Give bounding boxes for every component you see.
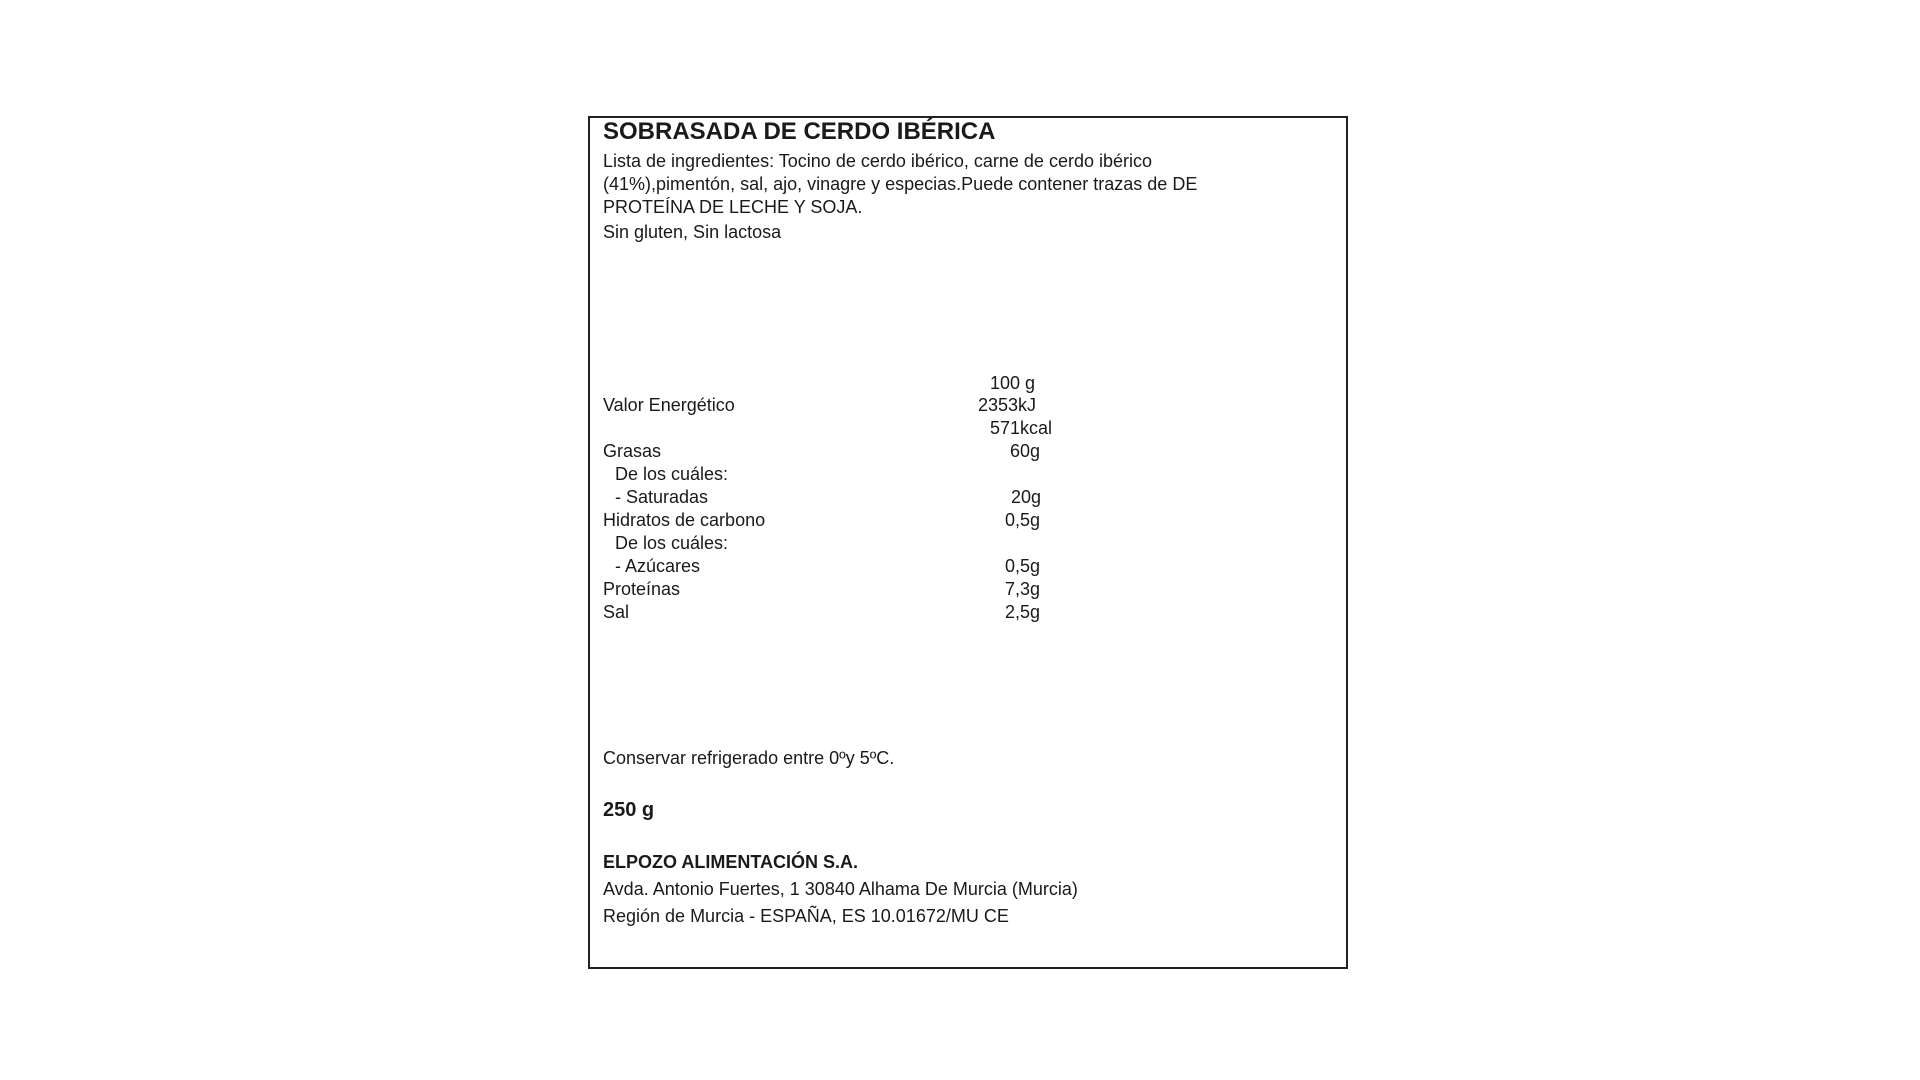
carbs-value: 0,5g xyxy=(1005,510,1041,530)
company-address xyxy=(603,876,1078,930)
ingredients-line: PROTEÍNA DE LECHE Y SOJA. xyxy=(603,197,863,217)
nutrition-table xyxy=(590,372,1346,622)
protein-label: Proteínas xyxy=(603,579,681,599)
sugars-value: 0,5g xyxy=(1005,556,1041,576)
address-line: Avda. Antonio Fuertes, 1 30840 Alhama De Murcia (Murcia) xyxy=(603,879,1078,899)
company-name: ELPOZO ALIMENTACIÓN S.A. xyxy=(603,852,858,872)
salt-value: 2,5g xyxy=(1005,602,1041,622)
ingredients-line: Lista de ingredientes: Tocino de cerdo ibérico, carne de cerdo ibérico xyxy=(603,151,1152,171)
fat-label: Grasas xyxy=(603,441,662,461)
product-label xyxy=(588,116,1348,969)
address-line: Región de Murcia - ESPAÑA, ES 10.01672/MU CE xyxy=(603,906,1009,926)
sugars-label: - Azúcares xyxy=(615,556,701,576)
ingredients-list xyxy=(603,150,1303,219)
saturated-label: - Saturadas xyxy=(615,487,709,507)
nutrition-header: 100 g xyxy=(990,373,1036,393)
storage-instructions: Conservar refrigerado entre 0ºy 5ºC. xyxy=(603,748,895,768)
energy-kcal-value: 571kcal xyxy=(990,418,1053,438)
ingredients-line: (41%),pimentón, sal, ajo, vinagre y especias.Puede contener trazas de DE xyxy=(603,174,1198,194)
fat-value: 60g xyxy=(1010,441,1041,461)
carbs-of-which-label: De los cuáles: xyxy=(615,533,729,553)
saturated-value: 20g xyxy=(1011,487,1042,507)
fat-of-which-label: De los cuáles: xyxy=(615,464,729,484)
energy-kj-value: 2353kJ xyxy=(978,395,1037,415)
product-title: SOBRASADA DE CERDO IBÉRICA xyxy=(603,118,996,145)
salt-label: Sal xyxy=(603,602,630,622)
protein-value: 7,3g xyxy=(1005,579,1041,599)
allergen-free-claim: Sin gluten, Sin lactosa xyxy=(603,222,782,242)
energy-label: Valor Energético xyxy=(603,395,735,415)
net-weight: 250 g xyxy=(603,799,655,821)
carbs-label: Hidratos de carbono xyxy=(603,510,766,530)
